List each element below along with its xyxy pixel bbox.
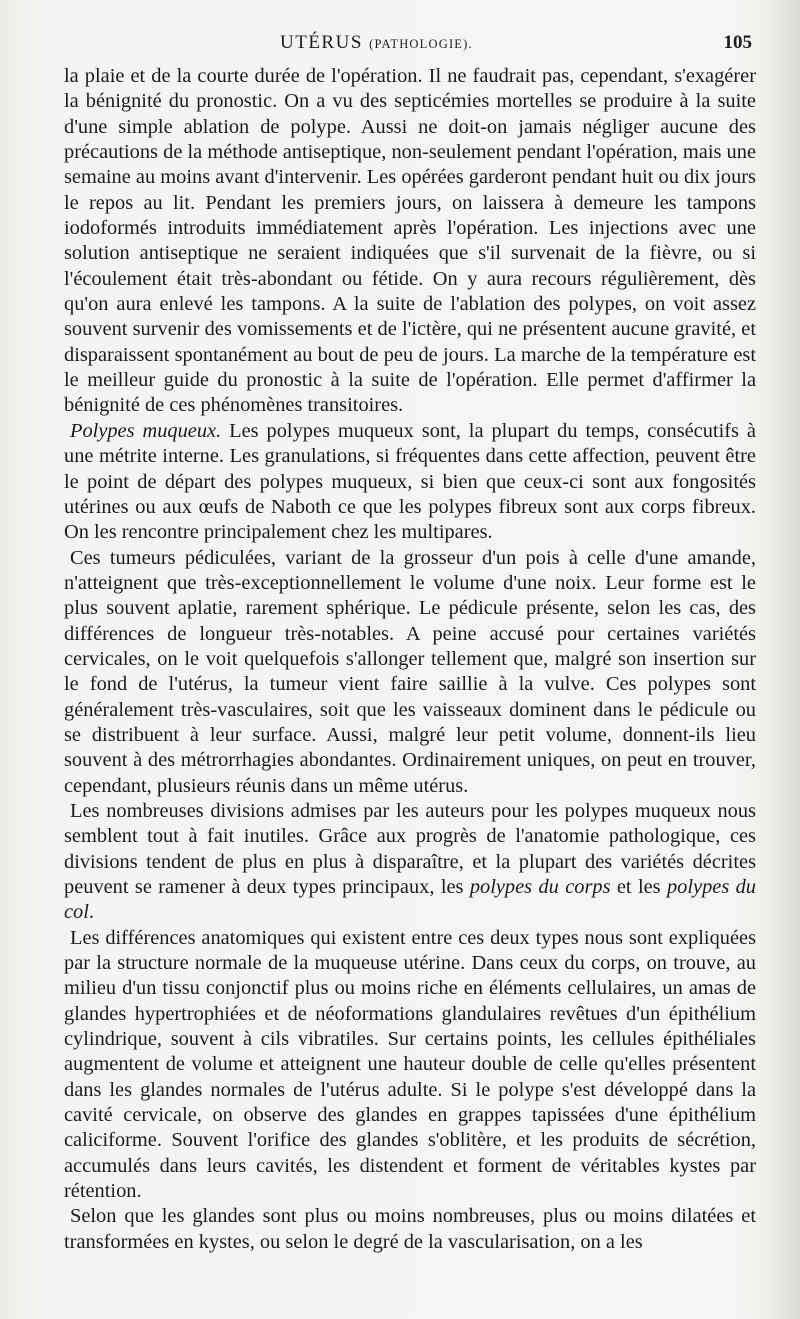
paragraph-3-text: Ces tumeurs pédiculées, variant de la grosseur d'un pois à celle d'une amande, n'atteignent que très-exceptionnellement le volume d'une noix. Leur forme est le plus souvent aplatie, rarement sphérique. Le pédicule présente, selon les cas, des différences de longueur très-notables. A peine accusé pour certaines variétés cervicales, on le voit quelquefois s'allonger tellement que, malgré son insertion sur le fond de l'utérus, la tumeur vient faire saillie à la vulve. Ces polypes sont généralement très-vasculaires, soit que les vaisseaux dominent dans le pédicule ou se distribuent à leur surface. Aussi, malgré leur petit volume, donnent-ils lieu souvent à des métrorrhagies abondantes. Ordinairement uniques, on peut en trouver, cependant, plusieurs réunis dans un même utérus. <box>64 546 756 797</box>
paragraph-2-text: Les polypes muqueux sont, la plupart du temps, consécutifs à une métrite interne. Les granulations, si fréquentes dans cette affection, peuvent être le point de départ des polypes muqueux, si bien que ceux-ci sont aux fongosités utérines ou aux œufs de Naboth ce que les polypes fibreux sont aux corps fibreux. On les rencontre principalement chez les multipares. <box>64 419 756 544</box>
running-title <box>280 32 473 54</box>
paragraph-5-text: Les différences anatomiques qui existent entre ces deux types nous sont expliquées par la structure normale de la muqueuse utérine. Dans ceux du corps, on trouve, au milieu d'un tissu conjonctif plus ou moins riche en éléments cellulaires, un amas de glandes hypertrophiées et de néoformations glandulaires revêtues d'un épithélium cylindrique, souvent à cils vibratiles. Sur certains points, les cellules épithéliales augmentent de volume et atteignent une hauteur double de celle qu'elles présentent dans les glandes normales de l'utérus adulte. Si le polype s'est développé dans la cavité cervicale, on observe des glandes en grappes tapissées d'une épithélium caliciforme. Souvent l'orifice des glandes s'oblitère, et les produits de sécrétion, accumulés dans leurs cavités, les distendent et forment de véritables kystes par rétention. <box>64 926 756 1203</box>
paragraph-6 <box>64 1204 756 1255</box>
paragraph-4-text-mid: et les <box>610 876 667 898</box>
paragraph-1 <box>64 64 756 419</box>
paragraph-5 <box>64 926 756 1205</box>
paragraph-2 <box>64 419 756 546</box>
term-polypes-du-col: polypes du col <box>64 876 756 924</box>
paragraph-6-text: Selon que les glandes sont plus ou moins nombreuses, plus ou moins dilatées et transformées en kystes, ou selon le degré de la vascularisation, on a les <box>64 1205 756 1253</box>
page-number: 105 <box>723 32 752 53</box>
paragraph-1-text: la plaie et de la courte durée de l'opération. Il ne faudrait pas, cependant, s'exagérer la bénignité du pronostic. On a vu des septicémies mortelles se produire à la suite d'une simple ablation de polype. Aussi ne doit-on jamais négliger aucune des précautions de la méthode antiseptique, non-seulement pendant l'opération, mais une semaine au moins avant d'intervenir. Les opérées garderont pendant huit ou dix jours le repos au lit. Pendant les premiers jours, on laissera à demeure les tampons iodoformés introduits immédiatement après l'opération. Les injections avec une solution antiseptique ne seraient indiquées que s'il survenait de la fièvre, ou si l'écoulement était très-abondant ou fétide. On y aura recours régulièrement, dès qu'on aura enlevé les tampons. A la suite de l'ablation des polypes, on voit assez souvent survenir des vomissements et de l'ictère, qui ne présentent aucune gravité, et disparaissent spontanément au bout de peu de jours. La marche de la température est le meilleur guide du pronostic à la suite de l'opération. Elle permet d'affirmer la bénignité de ces phénomènes transitoires. <box>64 65 756 417</box>
paragraph-3 <box>64 546 756 799</box>
term-polypes-du-corps: polypes du corps <box>469 876 611 898</box>
body-text <box>64 64 756 1255</box>
running-title-main: UTÉRUS <box>280 32 363 53</box>
section-heading-polypes-muqueux: Polypes muqueux. <box>70 419 222 442</box>
page-edge-shadow <box>766 0 800 1319</box>
paragraph-4-text-after: . <box>88 901 95 924</box>
running-title-subtitle: (PATHOLOGIE). <box>369 37 473 51</box>
paragraph-4-text-before: Les nombreuses divisions admises par les auteurs pour les polypes muqueux nous semblent tout à fait inutiles. Grâce aux progrès de l'anatomie pathologique, ces divisions tendent de plus en plus à disparaître, et la plupart des variétés décrites peuvent se ramener à deux types principaux, les <box>64 799 756 898</box>
paragraph-4 <box>64 799 756 926</box>
page-header <box>0 32 800 60</box>
